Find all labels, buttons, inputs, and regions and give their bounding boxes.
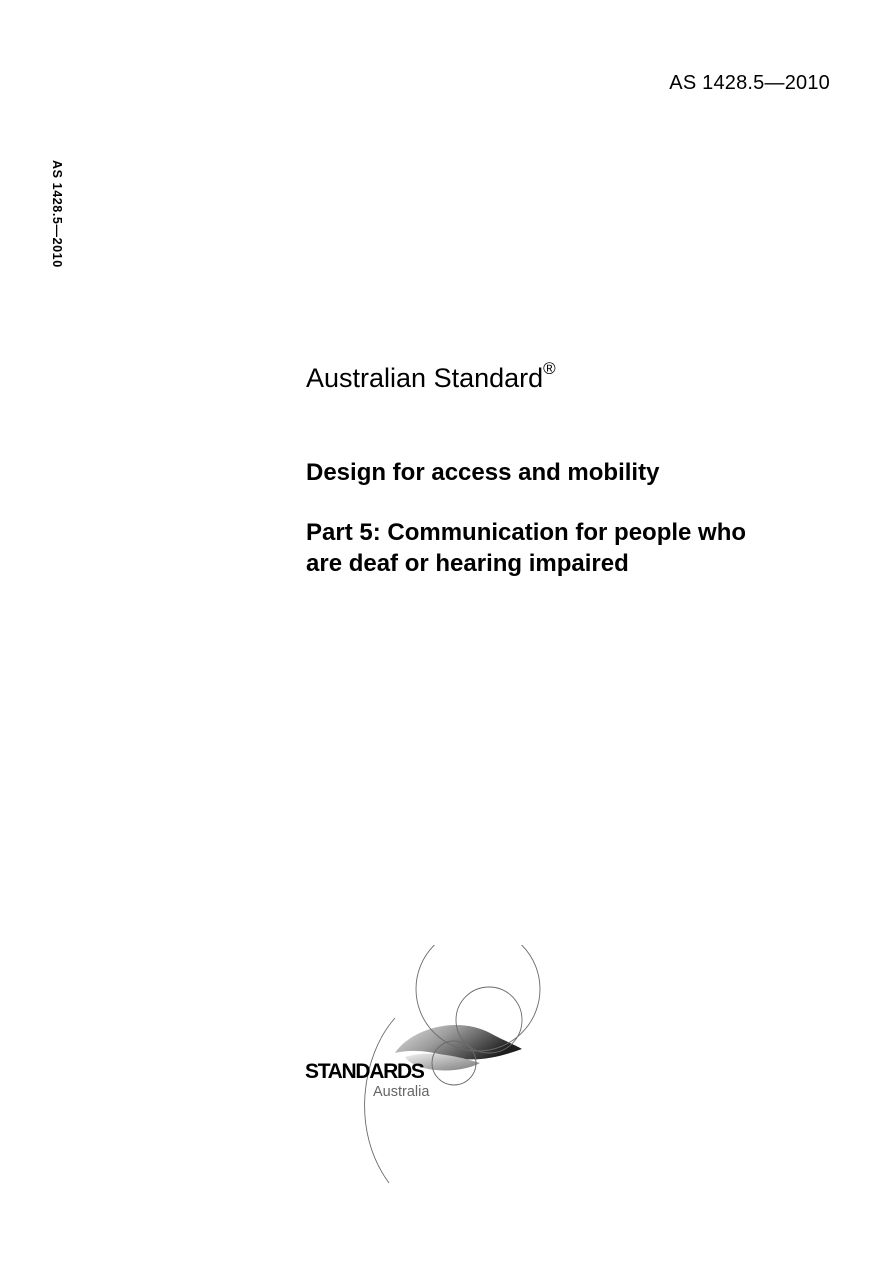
logo-swoosh-upper <box>395 1025 522 1059</box>
standards-australia-logo <box>300 945 550 1195</box>
document-title: Design for access and mobility <box>306 459 660 486</box>
logo-wordmark: STANDARDS <box>305 1060 424 1083</box>
standard-series-label <box>306 359 556 394</box>
series-label-text: Australian Standard <box>306 363 544 393</box>
document-id-spine: AS 1428.5—2010 <box>50 160 64 268</box>
document-part-title <box>306 517 846 579</box>
registered-mark: ® <box>543 359 556 378</box>
document-id-header: AS 1428.5—2010 <box>669 72 830 94</box>
part-title-line-1: Part 5: Communication for people who <box>306 519 747 546</box>
part-title-line-2: are deaf or hearing impaired <box>306 550 629 577</box>
logo-arc-left <box>365 1018 395 1183</box>
logo-subtext: Australia <box>373 1084 430 1100</box>
